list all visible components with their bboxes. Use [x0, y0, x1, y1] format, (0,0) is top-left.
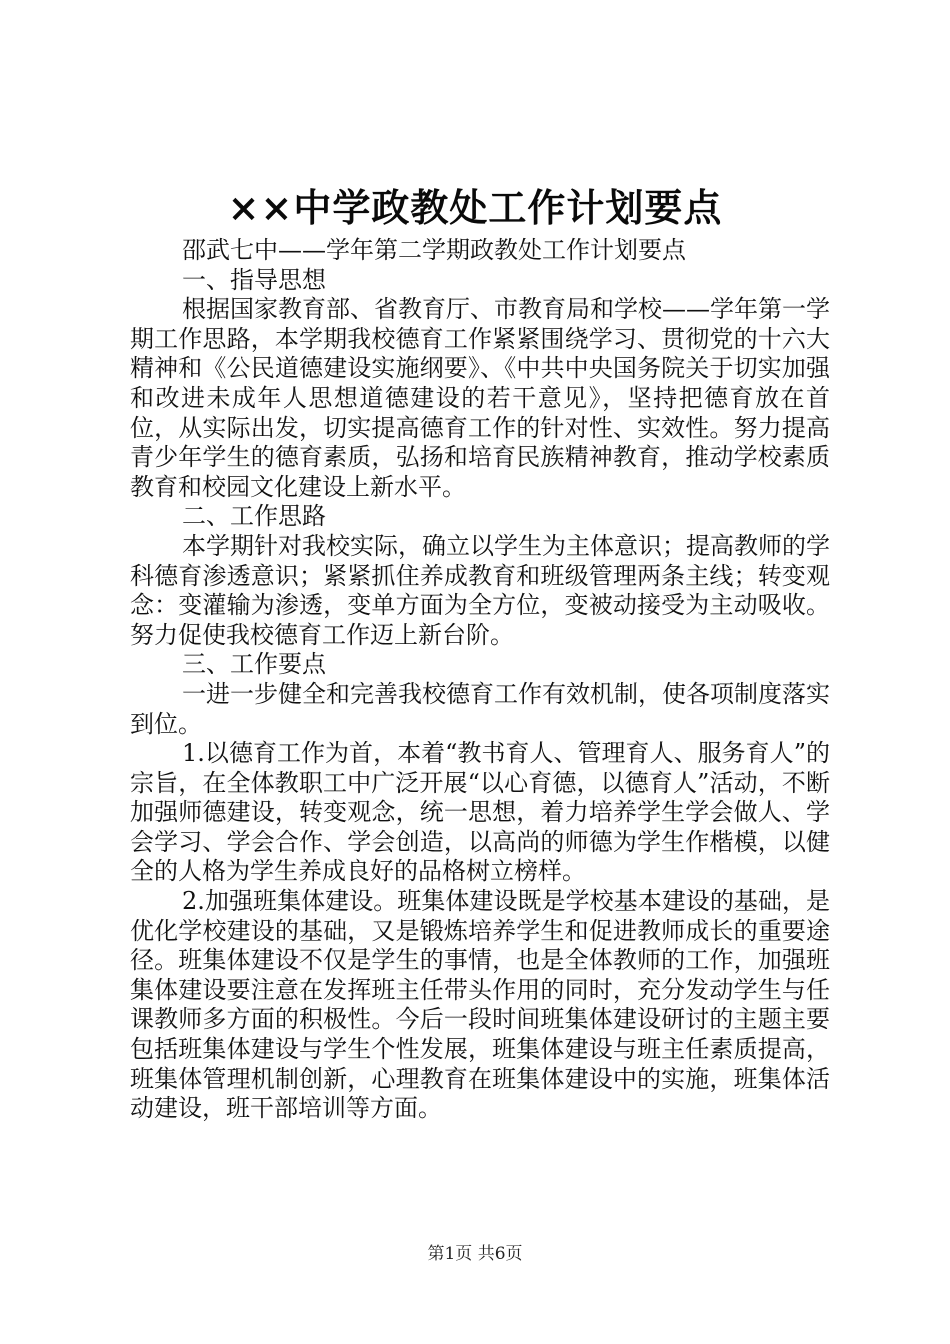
paragraph-item-1: 1.以德育工作为首，本着“教书育人、管理育人、服务育人”的宗旨，在全体教职工中广泛开展“以心育德，以德育人”活动，不断加强师德建设，转变观念，统一思想，着力培养学生学会做人、学会学习、学会合作、学会创造，以高尚的师德为学生作楷模，以健全的人格为学生养成良好的品格树立榜样。	[130, 739, 830, 886]
paragraph-item-2: 2.加强班集体建设。班集体建设既是学校基本建设的基础，是优化学校建设的基础，又是锻炼培养学生和促进教师成长的重要途径。班集体建设不仅是学生的事情，也是全体教师的工作，加强班集体建设要注意在发挥班主任带头作用的同时，充分发动学生与任课教师多方面的积极性。今后一段时间班集体建设研讨的主题主要包括班集体建设与学生个性发展，班集体建设与班主任素质提高，班集体管理机制创新，心理教育在班集体建设中的实施，班集体活动建设，班干部培训等方面。	[130, 887, 830, 1123]
page-number-footer: 第1页 共6页	[427, 1244, 523, 1264]
section-heading-work-approach: 二、工作思路	[182, 502, 326, 531]
paragraph-guiding-ideology: 根据国家教育部、省教育厅、市教育局和学校——学年第一学期工作思路，本学期我校德育工作紧紧围绕学习、贯彻党的十六大精神和《公民道德建设实施纲要》、《中共中央国务院关于切实加强和改进未成年人思想道德建设的若干意见》，坚持把德育放在首位，从实际出发，切实提高德育工作的针对性、实效性。努力提高青少年学生的德育素质，弘扬和培育民族精神教育，推动学校素质教育和校园文化建设上新水平。	[130, 295, 830, 501]
document-subtitle: 邵武七中——学年第二学期政教处工作计划要点	[182, 236, 686, 264]
section-heading-guiding-ideology: 一、指导思想	[182, 265, 326, 294]
paragraph-work-points-intro: 一进一步健全和完善我校德育工作有效机制，使各项制度落实到位。	[130, 679, 830, 738]
document-title: ××中学政教处工作计划要点	[227, 185, 723, 230]
section-heading-work-points: 三、工作要点	[182, 650, 326, 679]
document-body	[130, 236, 830, 1124]
paragraph-work-approach: 本学期针对我校实际，确立以学生为主体意识；提高教师的学科德育渗透意识；紧紧抓住养成教育和班级管理两条主线；转变观念：变灌输为渗透，变单方面为全方位，变被动接受为主动吸收。努力促使我校德育工作迈上新台阶。	[130, 531, 830, 649]
